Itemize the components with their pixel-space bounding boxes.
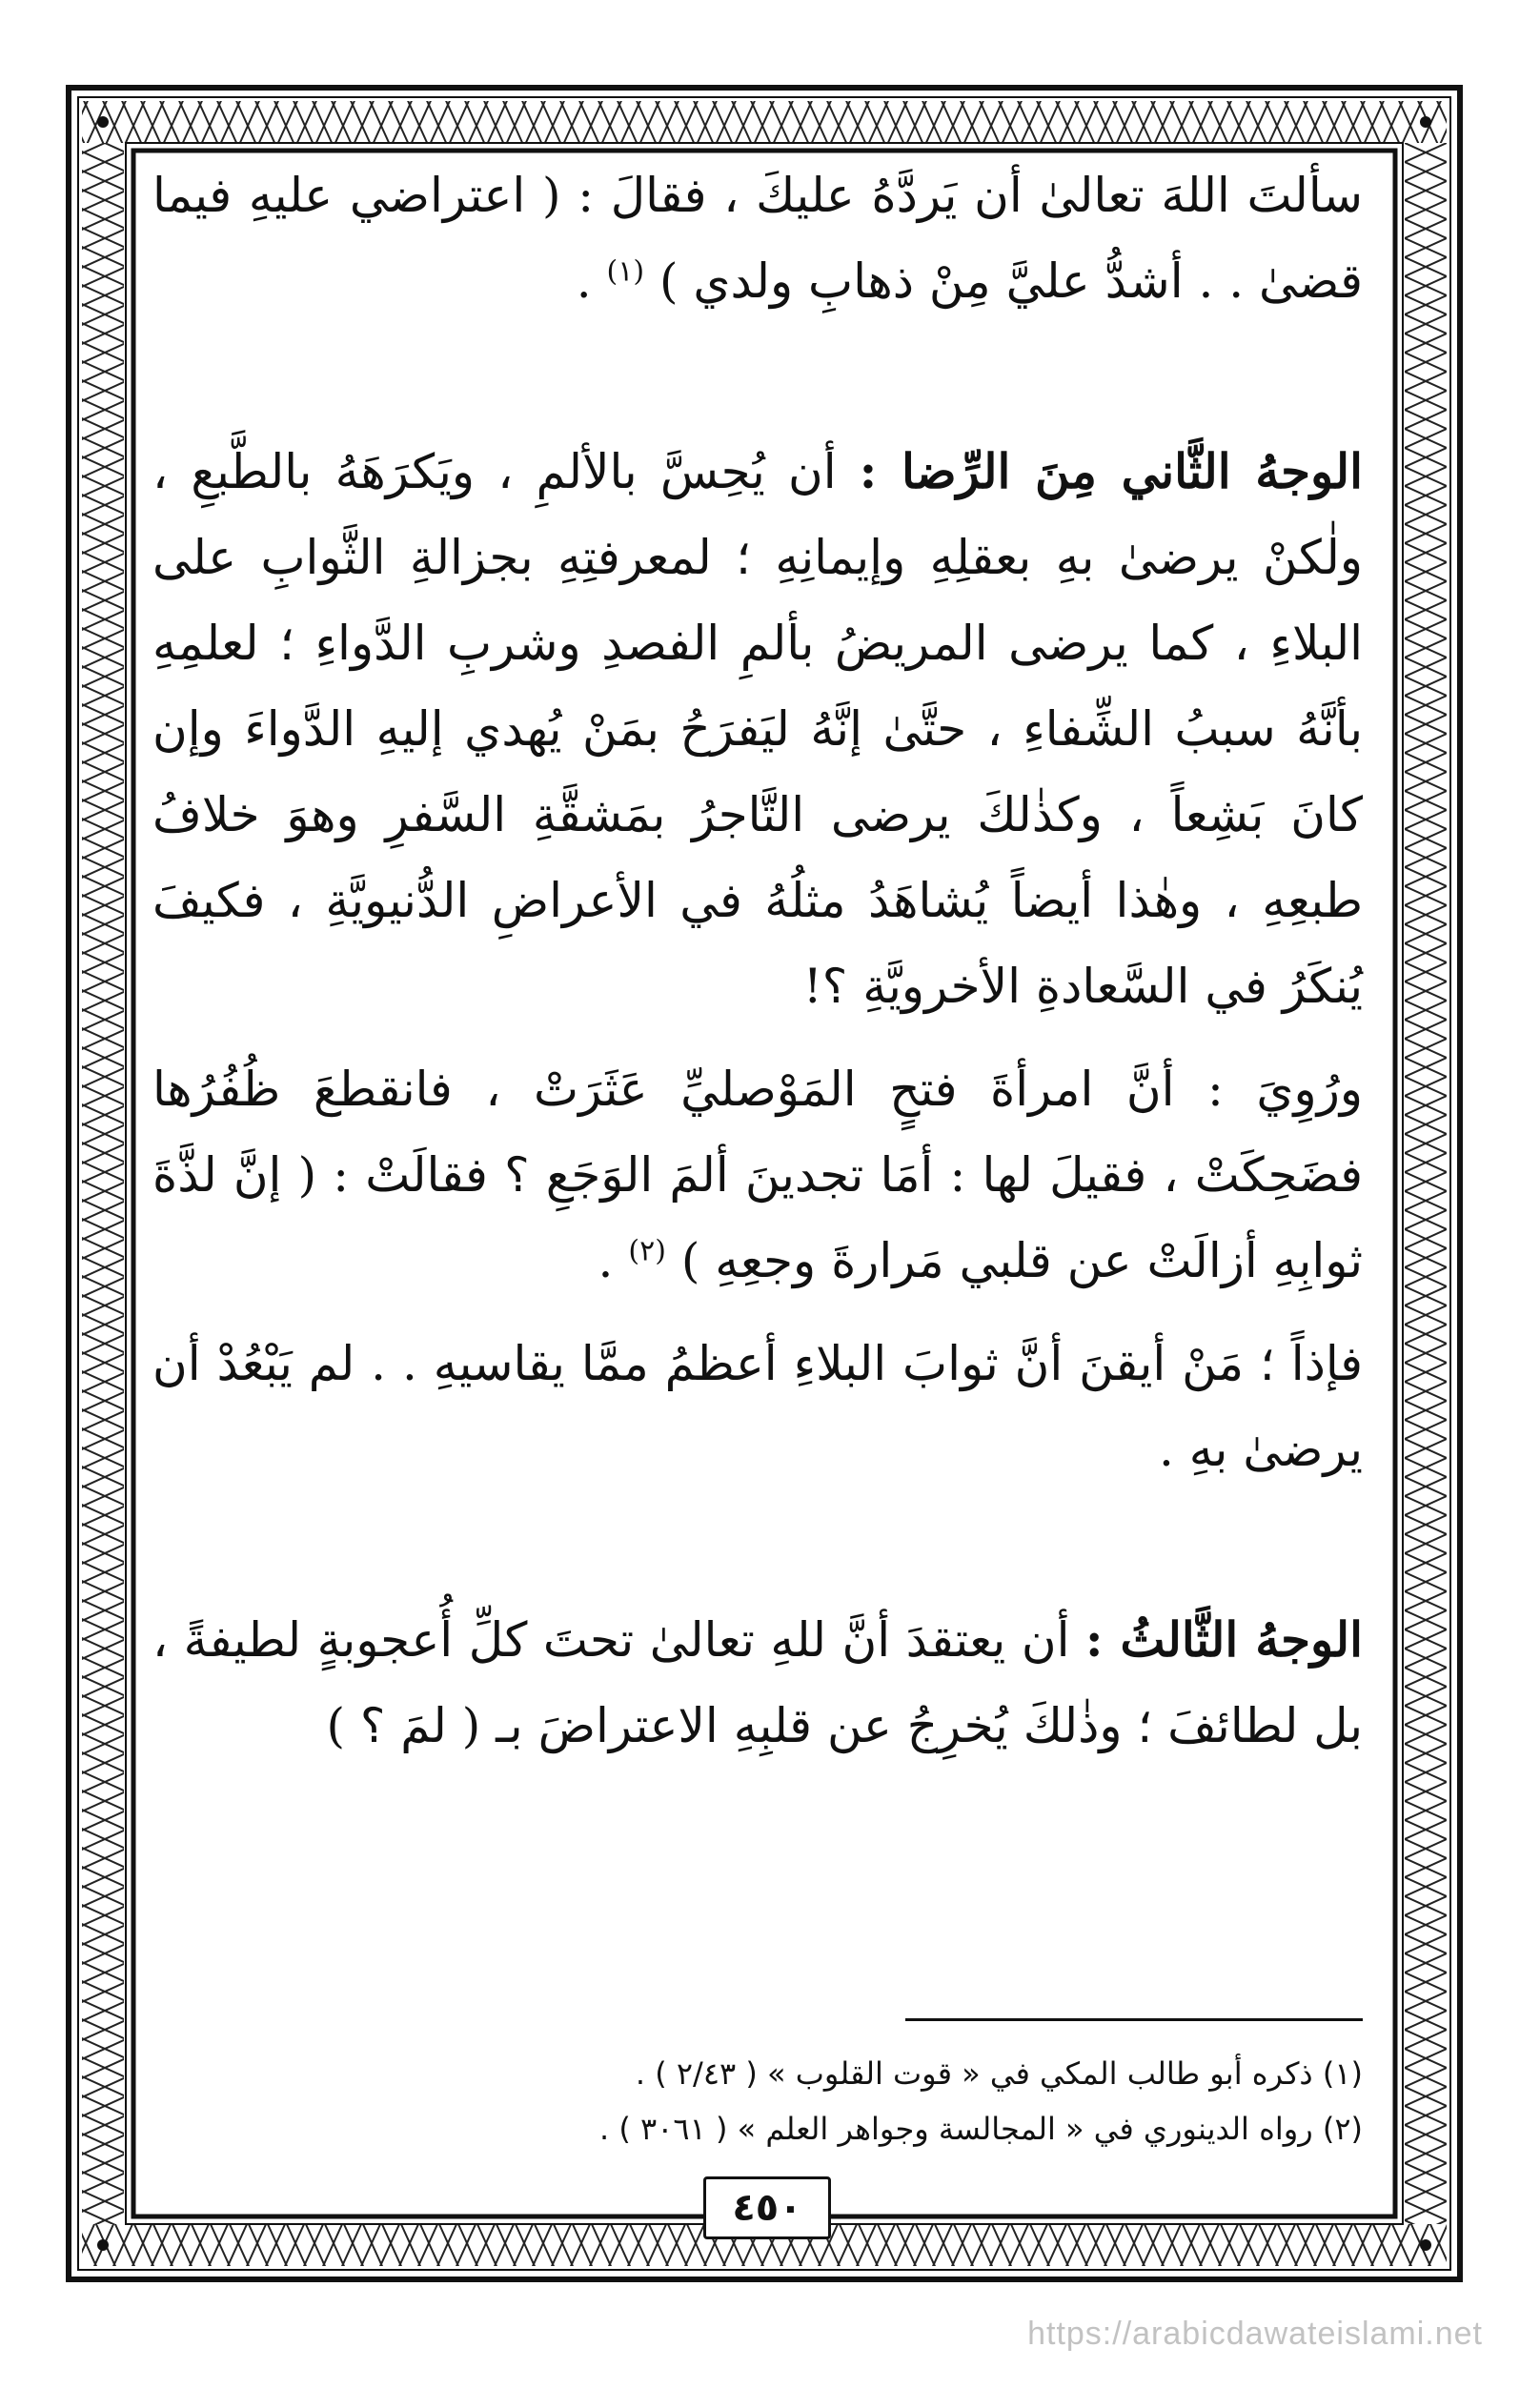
- paragraph-5: [152, 1597, 1363, 1769]
- paragraph-3-tail: .: [598, 1233, 614, 1288]
- footnotes: [152, 2018, 1363, 2156]
- footnote-divider: [905, 2018, 1363, 2021]
- paragraph-1-tail: .: [576, 253, 592, 309]
- paragraph-gap: [152, 1304, 1363, 1321]
- section-heading-second-aspect: الوجهُ الثَّاني مِنَ الرِّضا :: [859, 443, 1363, 499]
- page-number: ٤٥٠: [703, 2176, 831, 2239]
- paragraph-2-text: أن يُحِسَّ بالألمِ ، ويَكرَهَهُ بالطَّبعِ ، ولٰكنْ يرضىٰ بهِ بعقلِهِ وإيمانِهِ ؛ لمعرفتِهِ بجزالةِ الثَّوابِ على البلاءِ ، كما يرضى المريضُ بألمِ الفصدِ وشربِ الدَّواءِ ؛ لعلمِهِ بأنَّهُ سببُ الشِّفاءِ ، حتَّىٰ إنَّهُ ليَفرَحُ بمَنْ يُهدي إليهِ الدَّواءَ وإن كانَ بَشِعاً ، وكذٰلكَ يرضى التَّاجرُ بمَشقَّةِ السَّفرِ وهوَ خلافُ طبعِهِ ، وهٰذا أيضاً يُشاهَدُ مثلُهُ في الأعراضِ الدُّنيويَّةِ ، فكيفَ يُنكَرُ في السَّعادةِ الأخرويَّةِ ؟!: [152, 444, 1363, 1014]
- paragraph-1-text: سألتَ اللهَ تعالىٰ أن يَردَّهُ عليكَ ، فقالَ : ( اعتراضي عليهِ فيما قضىٰ . . أشدُّ عليَّ مِنْ ذهابِ ولدي ): [152, 168, 1363, 309]
- paragraph-4: فإذاً ؛ مَنْ أيقنَ أنَّ ثوابَ البلاءِ أعظمُ ممَّا يقاسيهِ . . لم يَبْعُدْ أن يرضىٰ بهِ .: [152, 1336, 1363, 1477]
- section-heading-third-aspect: الوجهُ الثَّالثُ :: [1085, 1611, 1363, 1668]
- section-gap: [152, 1492, 1363, 1597]
- paragraph-5-text: أن يعتقدَ أنَّ للهِ تعالىٰ تحتَ كلِّ أُعجوبةٍ لطيفةً ، بل لطائفَ ؛ وذٰلكَ يُخرِجُ عن قلبِهِ الاعتراضَ بـ ( لمَ ؟ ): [152, 1612, 1363, 1753]
- paragraph-3: [152, 1046, 1363, 1304]
- paragraph-3-text: ورُوِيَ : أنَّ امرأةَ فتحٍ المَوْصليِّ عَثَرَتْ ، فانقطعَ ظُفُرُها فضَحِكَتْ ، فقيلَ لها : أمَا تجدينَ ألمَ الوَجَعِ ؟ فقالَتْ : ( إنَّ لذَّةَ ثوابِهِ أزالَتْ عن قلبي مَرارةَ وجعِهِ ): [152, 1062, 1363, 1288]
- footnote-2: (٢) رواه الدينوري في « المجالسة وجواهر العلم » ( ٣٠٦١ ) .: [599, 2111, 1363, 2147]
- footnote-1: (١) ذكره أبو طالب المكي في « قوت القلوب » ( ٢/٤٣ ) .: [635, 2055, 1363, 2092]
- page-body: [152, 152, 1363, 2182]
- watermark-url: https://arabicdawateislami.net: [1027, 2316, 1483, 2352]
- footnote-marker-2: (٢): [628, 1234, 666, 1268]
- paragraph-2: [152, 429, 1363, 1029]
- paragraph-1: [152, 152, 1363, 324]
- section-gap: [152, 324, 1363, 429]
- footnote-marker-1: (١): [606, 254, 645, 289]
- paragraph-gap: [152, 1029, 1363, 1046]
